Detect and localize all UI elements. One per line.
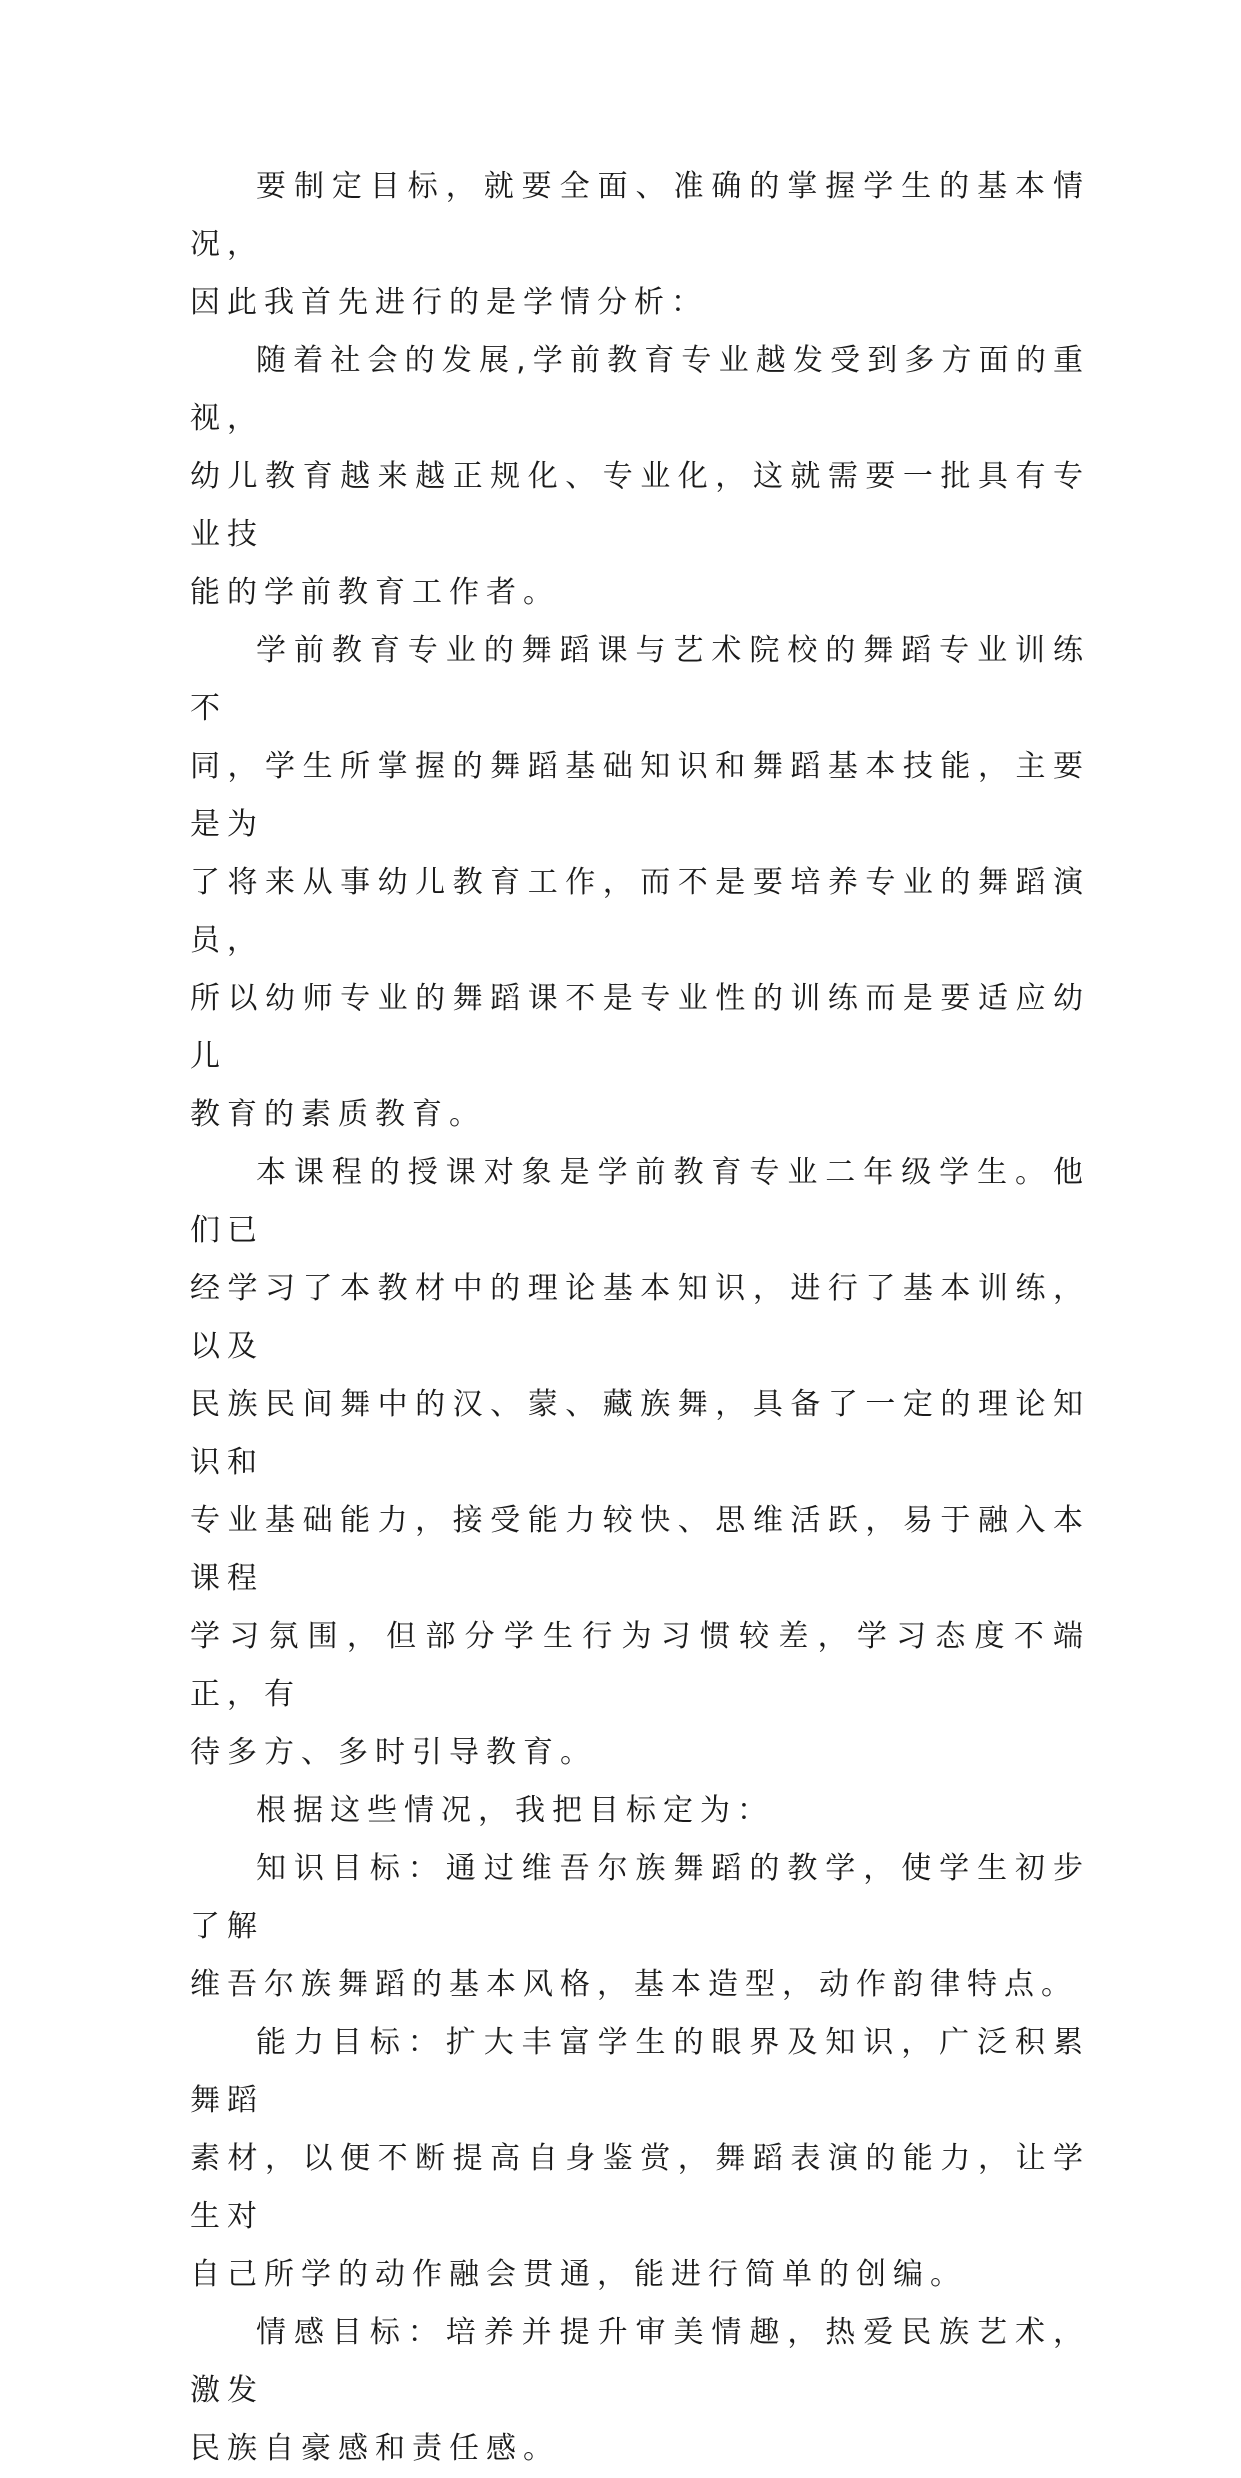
text-line: 民族自豪感和责任感。 bbox=[190, 2431, 560, 2466]
paragraph-goals-lead bbox=[190, 1782, 1090, 1840]
text-line: 经学习了本教材中的理论基本知识，进行了基本训练，以及 bbox=[190, 1271, 1090, 1364]
text-line: 了将来从事幼儿教育工作，而不是要培养专业的舞蹈演员， bbox=[190, 865, 1090, 958]
text-line: 学习氛围，但部分学生行为习惯较差，学习态度不端正，有 bbox=[190, 1619, 1090, 1712]
text-line: 教育的素质教育。 bbox=[190, 1097, 486, 1132]
text-line: 知识目标：通过维吾尔族舞蹈的教学，使学生初步了解 bbox=[190, 1851, 1090, 1944]
paragraph-intro bbox=[190, 158, 1090, 332]
text-line: 随着社会的发展,学前教育专业越发受到多方面的重视， bbox=[190, 343, 1090, 436]
text-line: 能力目标：扩大丰富学生的眼界及知识，广泛积累舞蹈 bbox=[190, 2025, 1090, 2118]
paragraph-emotion-goal bbox=[190, 2304, 1090, 2478]
text-line: 根据这些情况，我把目标定为： bbox=[256, 1793, 774, 1828]
text-line: 学前教育专业的舞蹈课与艺术院校的舞蹈专业训练不 bbox=[190, 633, 1090, 726]
paragraph-students bbox=[190, 1144, 1090, 1782]
text-line: 所以幼师专业的舞蹈课不是专业性的训练而是要适应幼儿 bbox=[190, 981, 1090, 1074]
text-line: 本课程的授课对象是学前教育专业二年级学生。他们已 bbox=[190, 1155, 1090, 1248]
text-line: 因此我首先进行的是学情分析： bbox=[190, 285, 708, 320]
text-line: 情感目标：培养并提升审美情趣，热爱民族艺术，激发 bbox=[190, 2315, 1090, 2408]
text-line: 同，学生所掌握的舞蹈基础知识和舞蹈基本技能，主要是为 bbox=[190, 749, 1090, 842]
paragraph-ability-goal bbox=[190, 2014, 1090, 2304]
paragraph-dance-course bbox=[190, 622, 1090, 1144]
text-line: 民族民间舞中的汉、蒙、藏族舞，具备了一定的理论知识和 bbox=[190, 1387, 1090, 1480]
paragraph-knowledge-goal bbox=[190, 1840, 1090, 2014]
text-line: 幼儿教育越来越正规化、专业化，这就需要一批具有专业技 bbox=[190, 459, 1090, 552]
text-line: 素材，以便不断提高自身鉴赏，舞蹈表演的能力，让学生对 bbox=[190, 2141, 1090, 2234]
text-line: 自己所学的动作融会贯通，能进行简单的创编。 bbox=[190, 2257, 967, 2292]
text-line: 能的学前教育工作者。 bbox=[190, 575, 560, 610]
document-body bbox=[190, 158, 1090, 2478]
text-line: 维吾尔族舞蹈的基本风格，基本造型，动作韵律特点。 bbox=[190, 1967, 1078, 2002]
text-line: 要制定目标，就要全面、准确的掌握学生的基本情况， bbox=[190, 169, 1090, 262]
text-line: 待多方、多时引导教育。 bbox=[190, 1735, 597, 1770]
paragraph-background bbox=[190, 332, 1090, 622]
text-line: 专业基础能力，接受能力较快、思维活跃，易于融入本课程 bbox=[190, 1503, 1090, 1596]
